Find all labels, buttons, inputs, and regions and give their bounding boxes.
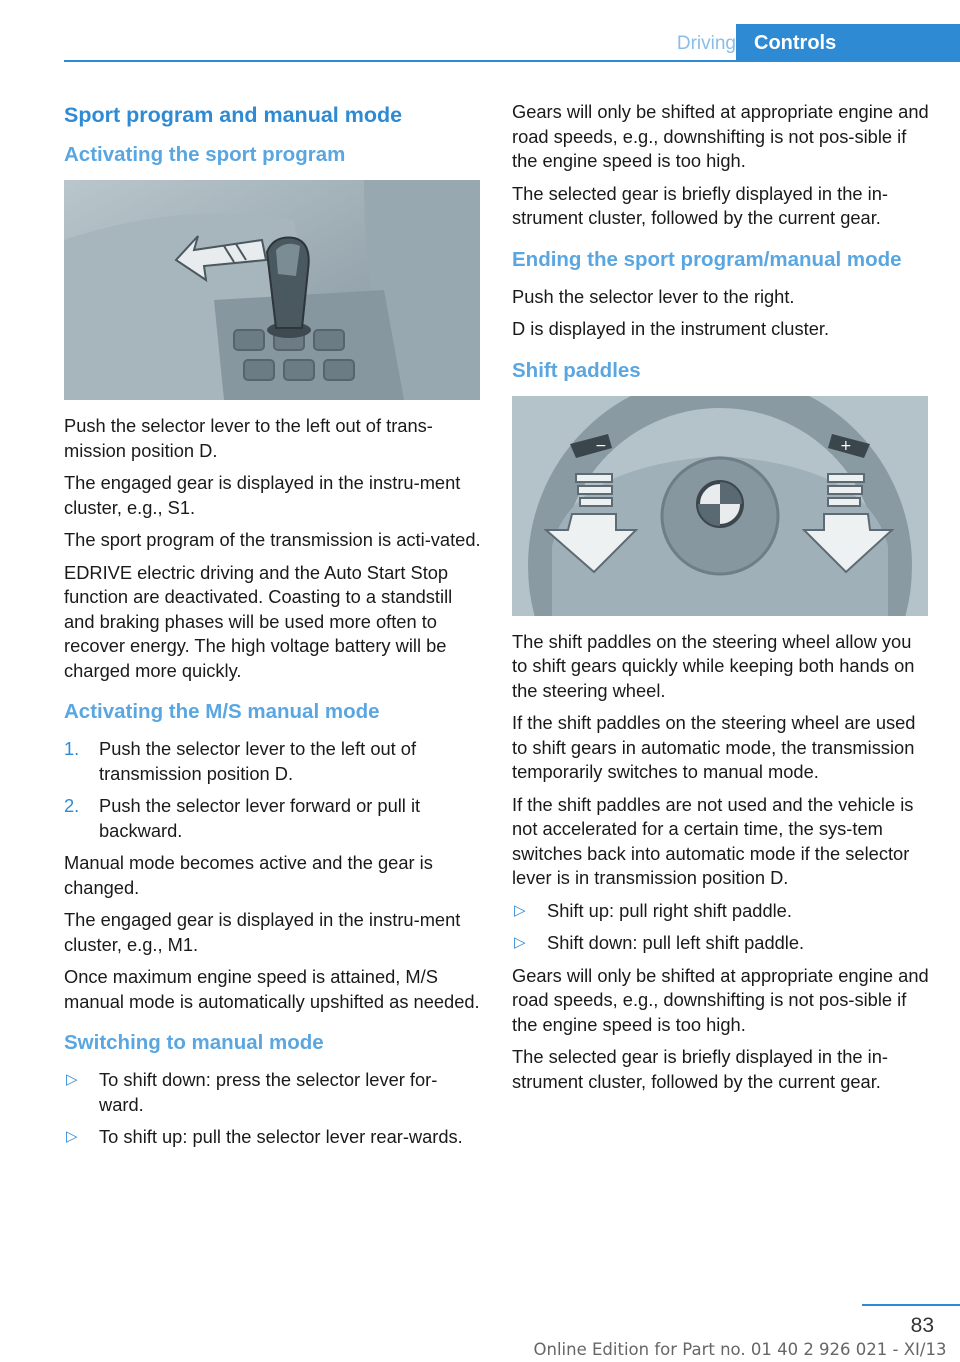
heading-ending-sport-program: Ending the sport program/manual mode xyxy=(512,247,902,271)
list-item xyxy=(64,1125,482,1150)
list-item xyxy=(64,794,482,843)
header-rule xyxy=(64,60,960,62)
paragraph: The engaged gear is displayed in the instru‐ment cluster, e.g., S1. xyxy=(64,472,461,518)
selector-lever-illustration xyxy=(64,180,480,400)
paragraph: D is displayed in the instrument cluster. xyxy=(512,318,830,339)
paragraph: EDRIVE electric driving and the Auto Start Stop function are deactivated. Coasting to a standstill and braking phases will be used more often to recover energy. The high voltage battery will be charged more quickly. xyxy=(64,561,453,681)
edition-footer: Online Edition for Part no. 01 40 2 926 021 - XI/13 xyxy=(533,1340,947,1359)
list-item xyxy=(64,1068,482,1117)
right-column xyxy=(512,100,930,1102)
paddle-minus-icon: − xyxy=(595,437,607,454)
paragraph: Once maximum engine speed is attained, M/S manual mode is automatically upshifted as needed. xyxy=(64,966,480,1012)
heading-sport-program: Activating the sport program xyxy=(64,143,346,166)
paragraph: Push the selector lever to the right. xyxy=(512,285,795,307)
step-number: 2. xyxy=(64,795,80,816)
bullet-text: To shift up: pull the selector lever rear‐wards. xyxy=(99,1126,463,1147)
list-item xyxy=(512,899,930,924)
bullet-text: To shift down: press the selector lever for‐ward. xyxy=(99,1069,438,1115)
paragraph: The sport program of the transmission is acti‐vated. xyxy=(64,529,481,550)
paragraph: Manual mode becomes active and the gear is changed. xyxy=(64,852,433,898)
switch-bullets-list xyxy=(64,1068,482,1150)
triangle-bullet-icon: ▷ xyxy=(66,1128,78,1145)
page-number: 83 xyxy=(910,1314,934,1337)
footer-rule xyxy=(862,1304,960,1306)
heading-shift-paddles: Shift paddles xyxy=(512,358,641,382)
heading-manual-mode: Activating the M/S manual mode xyxy=(64,700,380,723)
paragraph: If the shift paddles on the steering wheel are used to shift gears in automatic mode, the transmission temporarily switches to manual mode. xyxy=(512,712,916,782)
bullet-text: Shift up: pull right shift paddle. xyxy=(547,899,792,921)
list-item xyxy=(64,737,482,786)
step-text: Push the selector lever to the left out of transmission position D. xyxy=(99,738,417,784)
header-chapter-controls: Controls xyxy=(736,24,960,62)
paddles-bullets-list xyxy=(512,899,930,956)
manual-steps-list xyxy=(64,737,482,843)
paragraph: Gears will only be shifted at appropriate engine and road speeds, e.g., downshifting is not pos‐sible if the engine speed is too high. xyxy=(512,964,929,1035)
left-column xyxy=(64,100,482,1158)
paragraph: The engaged gear is displayed in the instru‐ment cluster, e.g., M1. xyxy=(64,909,461,955)
header-section-driving: Driving xyxy=(676,33,736,54)
section-title: Sport program and manual mode xyxy=(64,103,403,127)
paragraph: Push the selector lever to the left out of trans‐mission position D. xyxy=(64,415,433,461)
heading-switching-manual: Switching to manual mode xyxy=(64,1031,324,1054)
paragraph: The shift paddles on the steering wheel allow you to shift gears quickly while keeping both hands on the steering wheel. xyxy=(512,630,915,701)
list-item xyxy=(512,931,930,956)
paragraph: Gears will only be shifted at appropriate engine and road speeds, e.g., downshifting is not pos‐sible if the engine speed is too high. xyxy=(512,101,929,171)
steering-wheel-paddles-illustration xyxy=(512,396,928,616)
paragraph: The selected gear is briefly displayed in the in‐strument cluster, followed by the current gear. xyxy=(512,1046,888,1092)
paddle-plus-icon: + xyxy=(840,437,852,454)
paragraph: If the shift paddles are not used and the vehicle is not accelerated for a certain time, the sys‐tem switches back into automatic mode if the selector lever is in transmission position D. xyxy=(512,793,914,888)
triangle-bullet-icon: ▷ xyxy=(514,901,526,919)
paragraph: The selected gear is briefly displayed in the in‐strument cluster, followed by the current gear. xyxy=(512,182,888,228)
step-text: Push the selector lever forward or pull it backward. xyxy=(99,795,421,841)
triangle-bullet-icon: ▷ xyxy=(514,934,526,951)
triangle-bullet-icon: ▷ xyxy=(66,1071,78,1088)
bullet-text: Shift down: pull left shift paddle. xyxy=(547,932,805,953)
step-number: 1. xyxy=(64,738,80,759)
